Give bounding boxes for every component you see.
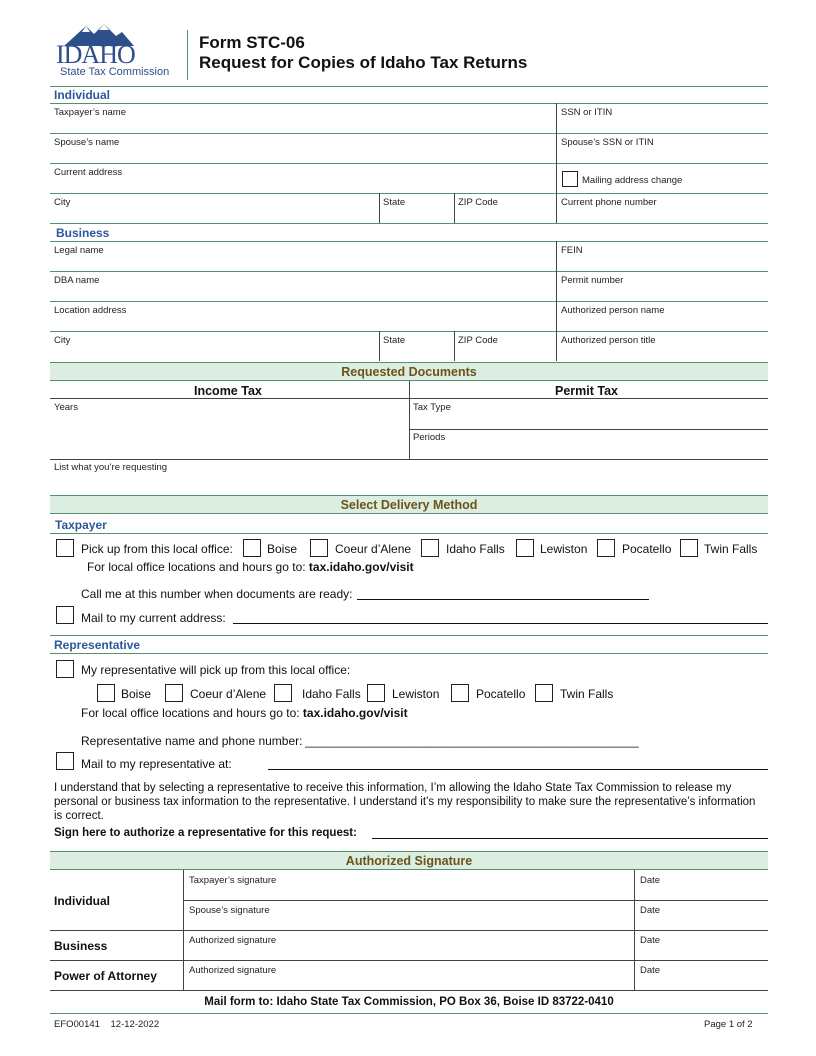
rep-office-lewiston-checkbox[interactable] [367,684,385,702]
understand-paragraph: I understand that by selecting a representative to receive this information, I’m allowing the Idaho State Tax Commission to release my personal or business tax information to the representative. I understand it’s my responsibility to make sure the representative’s information is correct. [54,782,756,822]
header-divider [187,30,188,80]
sign-here-label: Sign here to authorize a representative for this request: [54,827,357,839]
office-lewiston-checkbox[interactable] [516,539,534,557]
spouse-signature-field[interactable]: Spouse’s signature [189,905,270,916]
fein-field[interactable]: FEIN [561,245,583,256]
location-address-field[interactable]: Location address [54,305,127,316]
mail-current-label: Mail to my current address: [81,611,226,625]
mail-current-checkbox[interactable] [56,606,74,624]
spouse-ssn-field[interactable]: Spouse’s SSN or ITIN [561,137,654,148]
poa-row-label: Power of Attorney [54,969,157,983]
mailing-change-checkbox[interactable] [562,171,578,187]
office-twin-falls-checkbox[interactable] [680,539,698,557]
office-pocatello-checkbox[interactable] [597,539,615,557]
office-idaho-falls-checkbox[interactable] [421,539,439,557]
section-taxpayer: Taxpayer [55,518,107,532]
form-number: Form STC-06 [199,33,305,52]
section-representative: Representative [54,638,141,652]
section-business: Business [56,226,110,240]
authorized-signature-band: Authorized Signature [50,851,768,870]
poa-date-field[interactable]: Date [640,965,661,976]
business-date-field[interactable]: Date [640,935,661,946]
business-city-field[interactable]: City [54,335,71,346]
office-coeur-dalene-checkbox[interactable] [310,539,328,557]
business-row-label: Business [54,939,108,953]
call-me-label: Call me at this number when documents are ready: [81,587,353,601]
mail-current-line[interactable] [233,623,768,624]
mail-rep-label: Mail to my representative at: [81,757,232,771]
rep-office-twin-falls-checkbox[interactable] [535,684,553,702]
permit-number-field[interactable]: Permit number [561,275,624,286]
sign-here-line[interactable] [372,838,768,839]
pickup-office-label: Pick up from this local office: [81,542,233,556]
office-boise-label: Boise [267,542,298,556]
poa-signature-field[interactable]: Authorized signature [189,965,277,976]
years-field[interactable]: Years [54,402,78,413]
delivery-method-band: Select Delivery Method [50,495,768,514]
logo-subtitle: State Tax Commission [60,66,170,78]
section-individual: Individual [54,88,111,102]
rep-office-boise-checkbox[interactable] [97,684,115,702]
business-zip-field[interactable]: ZIP Code [458,335,498,346]
office-lewiston-label: Lewiston [540,542,588,556]
spouse-name-field[interactable]: Spouse’s name [54,137,120,148]
rep-locations-link[interactable]: tax.idaho.gov/visit [302,706,408,720]
permit-tax-heading: Permit Tax [555,384,618,398]
rep-name-phone-label: Representative name and phone number: [81,734,303,748]
tax-type-field[interactable]: Tax Type [413,402,451,413]
taxpayer-signature-field[interactable]: Taxpayer’s signature [189,875,277,886]
rep-office-boise-label: Boise [121,687,152,701]
mail-to-address: Mail form to: Idaho State Tax Commission, PO Box 36, Boise ID 83722-0410 [204,996,614,1008]
ssn-field[interactable]: SSN or ITIN [561,107,613,118]
office-pocatello-label: Pocatello [622,542,672,556]
individual-row-label: Individual [54,894,111,908]
rep-pickup-label: My representative will pick up from this local office: [81,663,351,677]
rep-locations-text: For local office locations and hours go to: tax.idaho.gov/visit [81,706,408,720]
rep-office-idaho-falls-checkbox[interactable] [274,684,292,702]
rep-office-idaho-falls-label: Idaho Falls [302,687,361,701]
taxpayer-date-field[interactable]: Date [640,875,661,886]
income-tax-heading: Income Tax [194,384,262,398]
locations-link[interactable]: tax.idaho.gov/visit [308,560,414,574]
current-address-field[interactable]: Current address [54,167,123,178]
locations-text: For local office locations and hours go to: tax.idaho.gov/visit [87,560,414,574]
legal-name-field[interactable]: Legal name [54,245,104,256]
mail-rep-line[interactable] [268,769,768,770]
requested-documents-band: Requested Documents [50,362,768,381]
spouse-date-field[interactable]: Date [640,905,661,916]
rep-office-lewiston-label: Lewiston [392,687,440,701]
logo-word: IDAHO [56,40,135,69]
list-requesting-field[interactable]: List what you’re requesting [54,462,168,473]
business-signature-field[interactable]: Authorized signature [189,935,277,946]
phone-field[interactable]: Current phone number [561,197,657,208]
rep-office-pocatello-label: Pocatello [476,687,526,701]
rep-name-phone-line[interactable]: __________________________________________________ [305,734,639,748]
logo [52,22,182,82]
auth-person-title-field[interactable]: Authorized person title [561,335,656,346]
pickup-office-checkbox[interactable] [56,539,74,557]
city-field[interactable]: City [54,197,71,208]
call-me-phone-line[interactable] [357,599,649,600]
zip-field[interactable]: ZIP Code [458,197,498,208]
rep-pickup-checkbox[interactable] [56,660,74,678]
state-field[interactable]: State [383,197,406,208]
dba-name-field[interactable]: DBA name [54,275,100,286]
taxpayer-name-field[interactable]: Taxpayer’s name [54,107,126,118]
rep-office-pocatello-checkbox[interactable] [451,684,469,702]
rep-office-coeur-dalene-label: Coeur d’Alene [190,687,267,701]
office-coeur-dalene-label: Coeur d’Alene [335,542,412,556]
form-code: EFO00141 12-12-2022 [54,1019,160,1030]
periods-field[interactable]: Periods [413,432,446,443]
rep-office-twin-falls-label: Twin Falls [560,687,614,701]
auth-person-name-field[interactable]: Authorized person name [561,305,665,316]
rep-office-coeur-dalene-checkbox[interactable] [165,684,183,702]
office-boise-checkbox[interactable] [243,539,261,557]
mailing-change-label: Mailing address change [582,175,683,186]
office-twin-falls-label: Twin Falls [704,542,758,556]
form-title: Request for Copies of Idaho Tax Returns [199,53,528,72]
office-idaho-falls-label: Idaho Falls [446,542,505,556]
business-state-field[interactable]: State [383,335,406,346]
page-number: Page 1 of 2 [704,1019,753,1030]
mail-rep-checkbox[interactable] [56,752,74,770]
